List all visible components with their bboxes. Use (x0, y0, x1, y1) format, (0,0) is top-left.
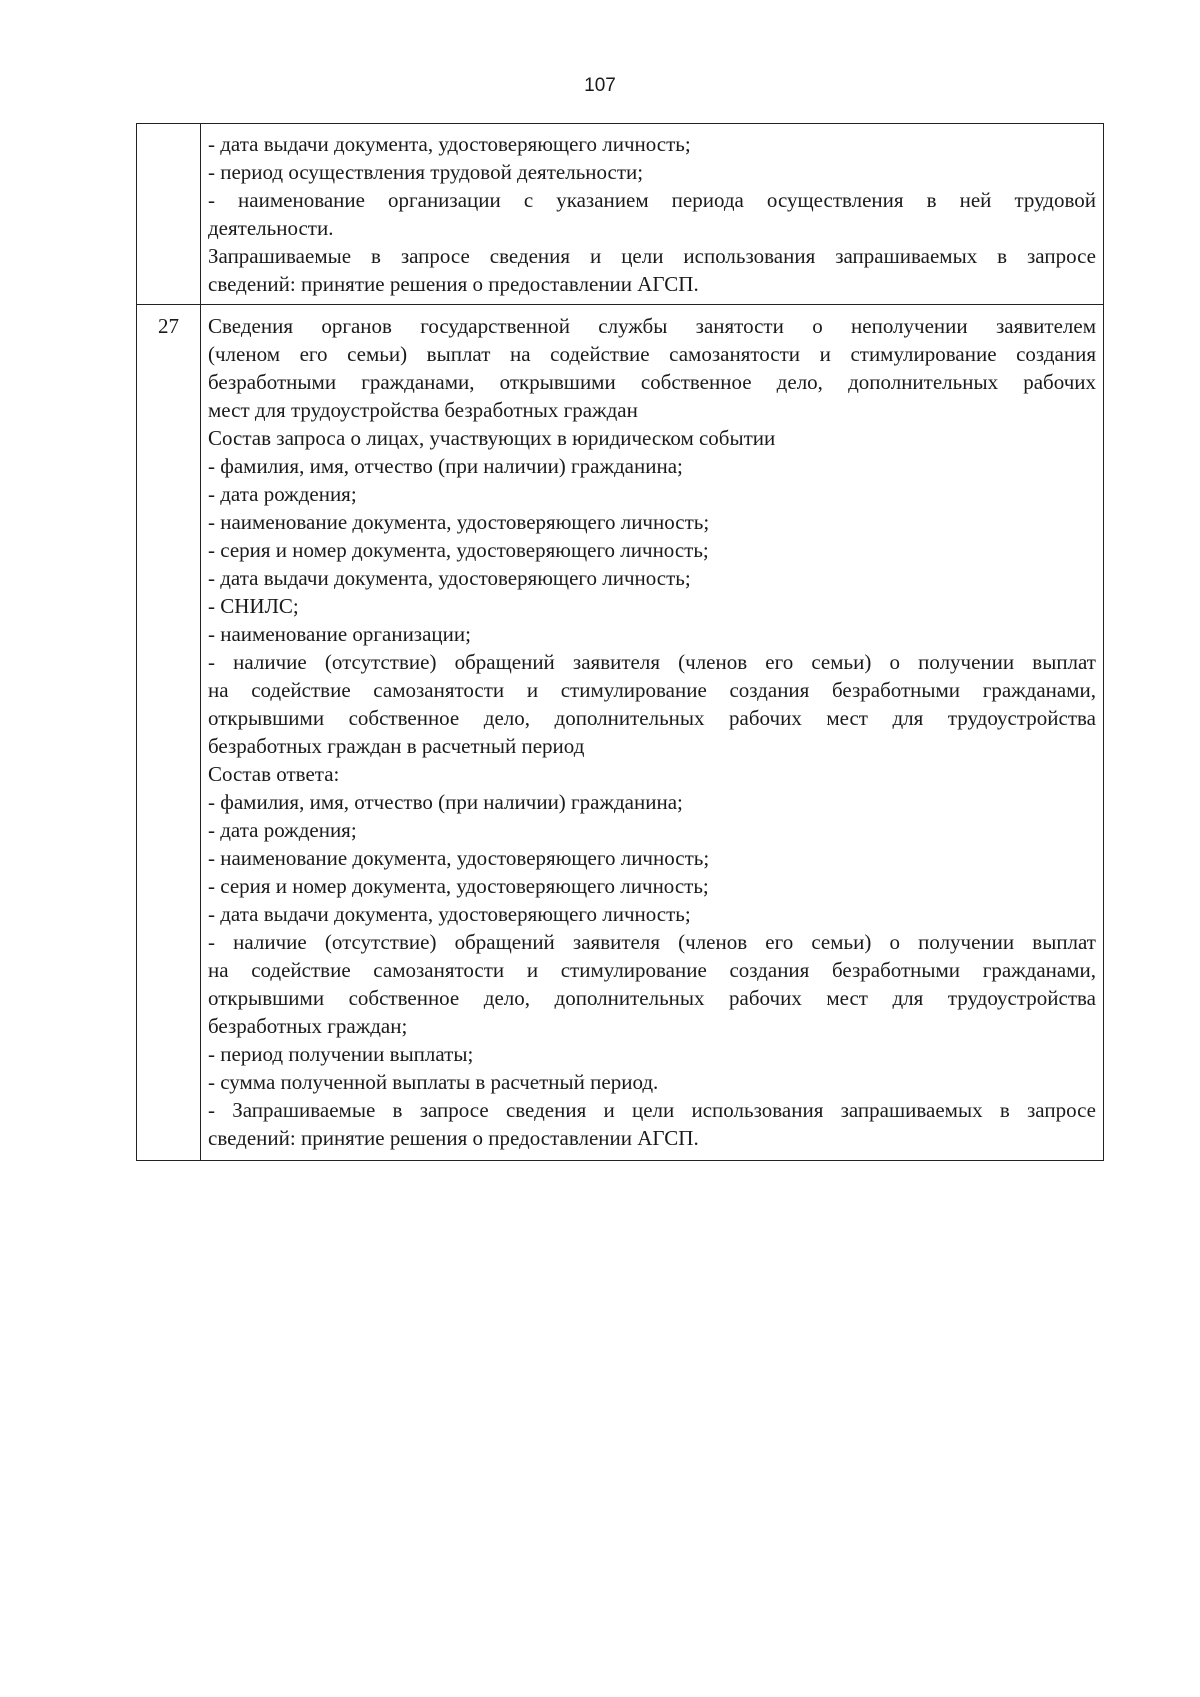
text-line: открывшими собственное дело, дополнительных рабочих мест для трудоустройства (208, 706, 1096, 730)
text-line: - наличие (отсутствие) обращений заявителя (членов его семьи) о получении выплат (208, 930, 1096, 954)
table-row (137, 124, 1104, 305)
text-line: Запрашиваемые в запросе сведения и цели использования запрашиваемых в запросе (208, 244, 1096, 268)
text-line: - период получении выплаты; (208, 1042, 474, 1066)
text-line: на содействие самозанятости и стимулирование создания безработными гражданами, (208, 678, 1096, 702)
text-line: - наименование документа, удостоверяющего личность; (208, 846, 710, 870)
text-line: - фамилия, имя, отчество (при наличии) гражданина; (208, 790, 683, 814)
text-line: Сведения органов государственной службы занятости о неполучении заявителем (208, 314, 1096, 338)
text-line: - серия и номер документа, удостоверяющего личность; (208, 874, 709, 898)
text-line: - дата рождения; (208, 482, 357, 506)
text-line: Состав ответа: (208, 762, 340, 786)
document-table (136, 123, 1104, 1161)
text-line: - дата выдачи документа, удостоверяющего личность; (208, 902, 691, 926)
row-number-cell: 27 (137, 305, 201, 1161)
table-body (137, 124, 1104, 1161)
text-line: - наименование организации с указанием периода осуществления в ней трудовой (208, 188, 1096, 212)
text-line: на содействие самозанятости и стимулирование создания безработными гражданами, (208, 958, 1096, 982)
text-line: безработными гражданами, открывшими собственное дело, дополнительных рабочих (208, 370, 1096, 394)
row-text-cell (201, 305, 1104, 1161)
text-line: - наименование документа, удостоверяющего личность; (208, 510, 710, 534)
text-line: - сумма полученной выплаты в расчетный период. (208, 1070, 659, 1094)
text-line: - серия и номер документа, удостоверяющего личность; (208, 538, 709, 562)
row-text-cell (201, 124, 1104, 305)
text-line: - период осуществления трудовой деятельности; (208, 160, 644, 184)
text-line: - наименование организации; (208, 622, 471, 646)
text-line: мест для трудоустройства безработных граждан (208, 398, 638, 422)
text-line: открывшими собственное дело, дополнительных рабочих мест для трудоустройства (208, 986, 1096, 1010)
table-row (137, 305, 1104, 1161)
text-line: - дата выдачи документа, удостоверяющего личность; (208, 132, 691, 156)
text-line: - Запрашиваемые в запросе сведения и цели использования запрашиваемых в запросе (208, 1098, 1096, 1122)
text-line: - СНИЛС; (208, 594, 299, 618)
text-line: (членом его семьи) выплат на содействие самозанятости и стимулирование создания (208, 342, 1096, 366)
text-line: сведений: принятие решения о предоставлении АГСП. (208, 272, 699, 296)
text-line: сведений: принятие решения о предоставлении АГСП. (208, 1126, 699, 1150)
text-line: безработных граждан; (208, 1014, 408, 1038)
text-line: - дата выдачи документа, удостоверяющего личность; (208, 566, 691, 590)
text-line: безработных граждан в расчетный период (208, 734, 585, 758)
text-line: - дата рождения; (208, 818, 357, 842)
text-line: - фамилия, имя, отчество (при наличии) гражданина; (208, 454, 683, 478)
text-line: - наличие (отсутствие) обращений заявителя (членов его семьи) о получении выплат (208, 650, 1096, 674)
text-line: деятельности. (208, 216, 334, 240)
text-line: Состав запроса о лицах, участвующих в юридическом событии (208, 426, 776, 450)
page-number: 107 (584, 75, 616, 96)
row-number-cell (137, 124, 201, 305)
